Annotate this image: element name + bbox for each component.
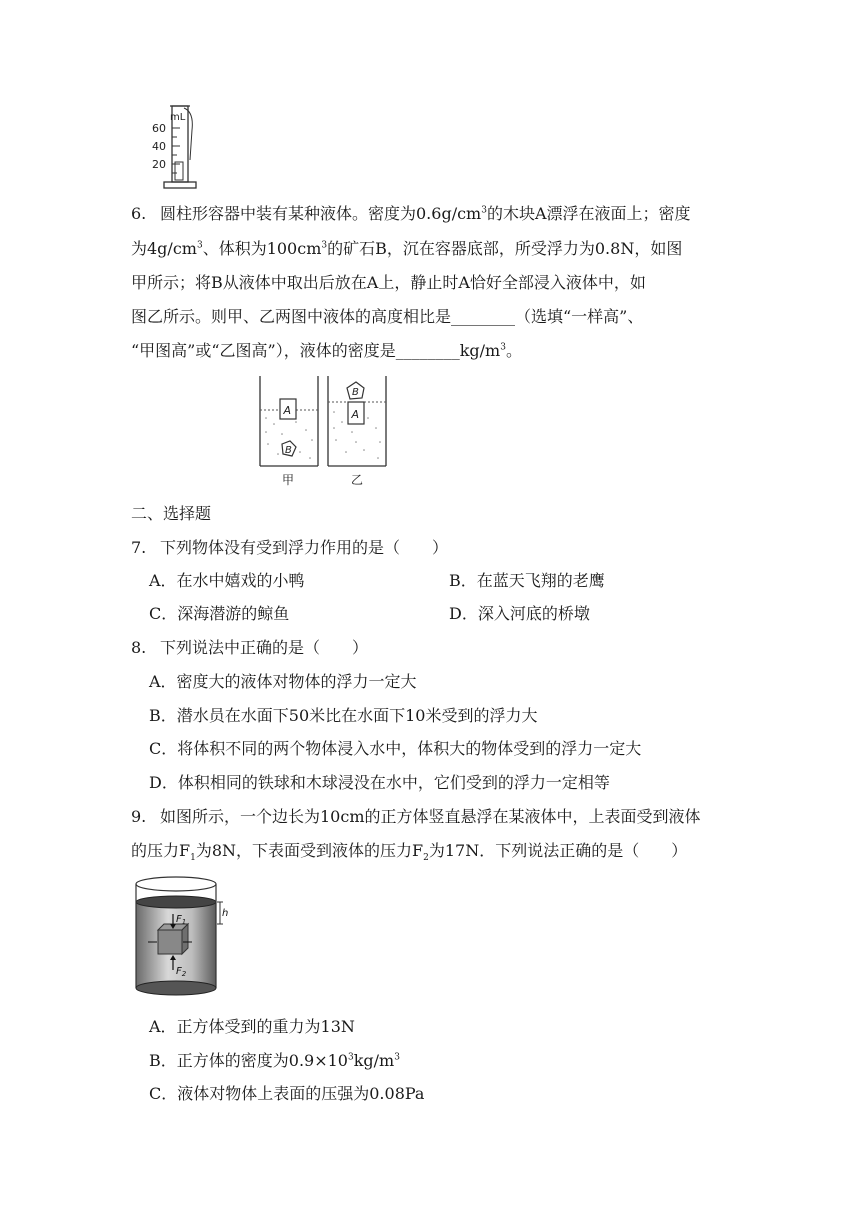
label-h: h <box>222 908 229 919</box>
q6-line-3: 甲所示；将B从液体中取出后放在A上，静止时A恰好全部浸入液体中，如 <box>131 273 646 292</box>
q7-number: 7. <box>131 538 147 557</box>
cylinder-tick-20: 20 <box>152 158 166 171</box>
q6-line-2: 为$4g/cm^3$、体积为$100cm^3$的矿石B，沉在容器底部，所受浮力为0.8N，如图 <box>131 239 683 258</box>
q9-option-a: A．正方体受到的重力为13N <box>149 1017 355 1036</box>
q6-containers-figure <box>252 374 394 486</box>
cylinder-tick-40: 40 <box>152 140 166 153</box>
label-jia: 甲 <box>282 473 295 486</box>
q9-option-c: C．液体对物体上表面的压强为0.08Pa <box>149 1084 425 1103</box>
q9-cylinder-figure <box>130 874 230 1000</box>
label-yi: 乙 <box>351 473 364 486</box>
q7-option-a: A．在水中嬉戏的小鸭 <box>149 571 305 590</box>
q7-option-d: D．深入河底的桥墩 <box>449 604 590 623</box>
q6-line-1: 圆柱形容器中装有某种液体。密度为$0.6g/cm^3$的木块A漂浮在液面上；密度 <box>160 204 691 223</box>
q7-stem: 下列物体没有受到浮力作用的是（ ） <box>160 538 449 557</box>
block-b-yi: B <box>352 387 359 398</box>
container-jia <box>260 376 318 486</box>
label-f1: $F_1$ <box>176 914 187 926</box>
q6-line-5: “甲图高”或“乙图高”），液体的密度是$\_\_\_\_\_\_\_\_kg/m^3$。 <box>131 341 522 360</box>
cylinder-tick-60: 60 <box>152 122 166 135</box>
q8-stem: 下列说法中正确的是（ ） <box>160 638 369 657</box>
q8-option-d: D．体积相同的铁球和木球浸没在水中，它们受到的浮力一定相等 <box>149 773 610 792</box>
q6-line-4: 图乙所示。则甲、乙两图中液体的高度相比是________（选填“一样高”、 <box>131 307 644 326</box>
q9-line-2: 的压力$F_1$为8N，下表面受到液体的压力$F_2$为17N．下列说法正确的是（ ） <box>131 841 688 864</box>
q7-option-b: B．在蓝天飞翔的老鹰 <box>449 571 605 590</box>
cylinder-unit: mL <box>170 112 186 123</box>
q8-option-a: A．密度大的液体对物体的浮力一定大 <box>149 672 417 691</box>
q8-option-c: C．将体积不同的两个物体浸入水中，体积大的物体受到的浮力一定大 <box>149 739 642 758</box>
container-yi <box>328 376 386 486</box>
q9-option-b: B．正方体的密度为$0.9\times 10^3kg/m^3$ <box>149 1051 400 1070</box>
q8-number: 8. <box>131 638 147 657</box>
q8-option-b: B．潜水员在水面下50米比在水面下10米受到的浮力大 <box>149 706 538 725</box>
q9-number: 9. <box>131 807 147 826</box>
q7-option-c: C．深海潜游的鲸鱼 <box>149 604 290 623</box>
q9-line-1: 如图所示，一个边长为10cm的正方体竖直悬浮在某液体中，上表面受到液体 <box>160 807 701 826</box>
block-b-jia: B <box>285 445 292 456</box>
section-2-title: 二、选择题 <box>131 504 212 523</box>
graduated-cylinder-figure <box>148 100 208 192</box>
label-f2: $F_2$ <box>176 966 187 978</box>
block-a-jia: A <box>283 404 292 417</box>
q6-number: 6. <box>131 204 147 223</box>
block-a-yi: A <box>351 408 360 421</box>
